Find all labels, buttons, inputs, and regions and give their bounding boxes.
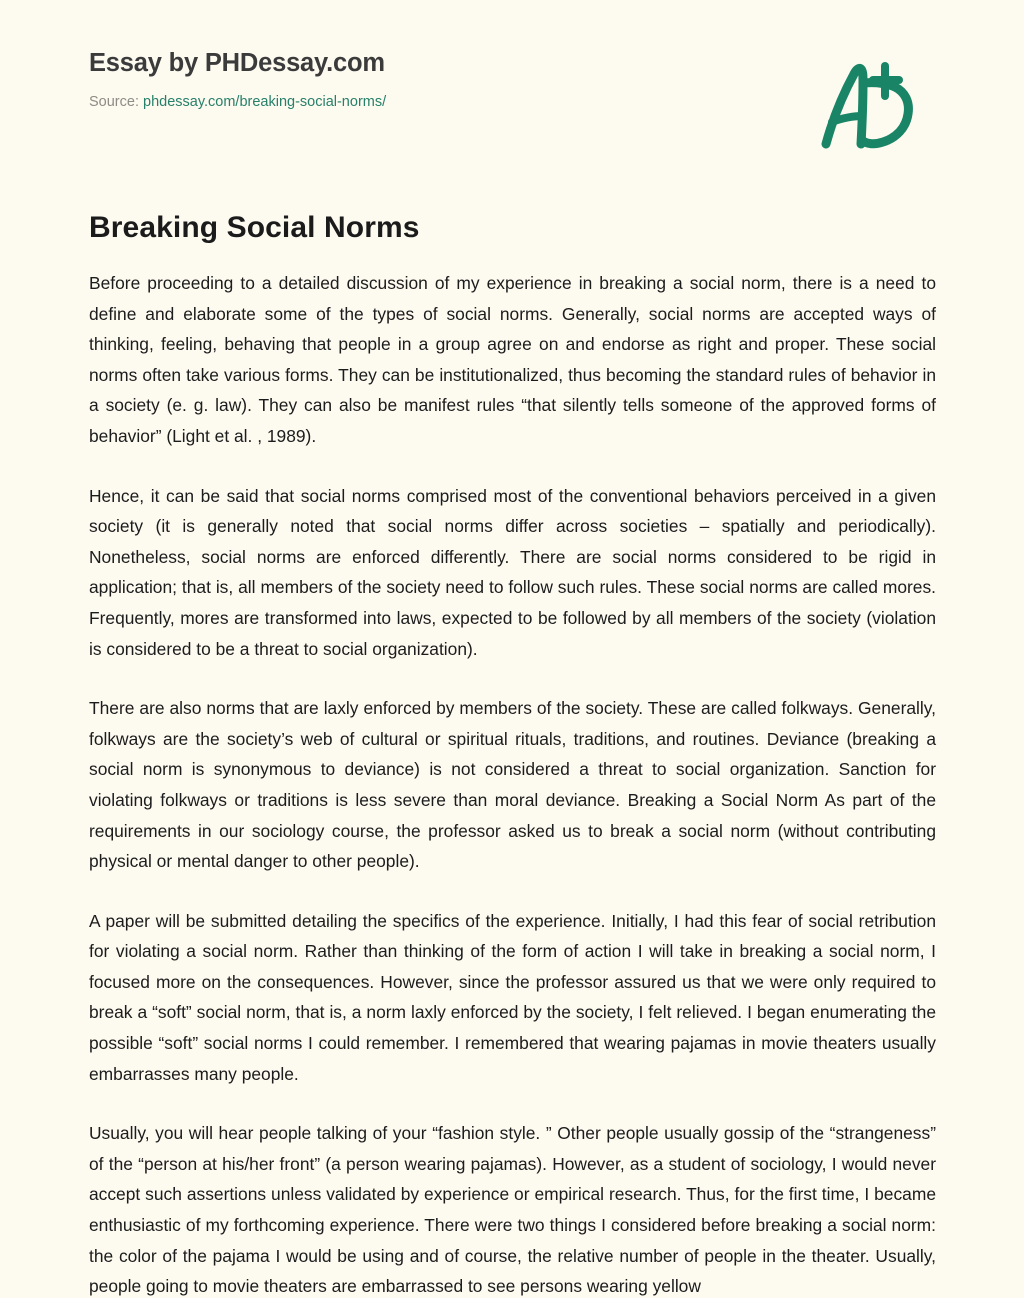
paragraph: Usually, you will hear people talking of your “fashion style. ” Other people usually gossip of the “strangeness” of the “person at his/her front” (a person wearing pajamas). However, as a student of sociology, I would never accept such assertions unless validated by experience or empirical research. Thus, for the first time, I became enthusiastic of my forthcoming experience. There were two things I considered before breaking a social norm: the color of the pajama I would be using and of course, the relative number of people in the theater. Usually, people going to movie theaters are embarrassed to see persons wearing yellow: [89, 1123, 936, 1297]
paragraph: Before proceeding to a detailed discussion of my experience in breaking a social norm, there is a need to define and elaborate some of the types of social norms. Generally, social norms are accepted ways of thinking, feeling, behaving that people in a group agree on and endorse as right and proper. These social norms often take various forms. They can be institutionalized, thus becoming the standard rules of behavior in a society (e. g. law). They can also be manifest rules “that silently tells someone of the approved forms of behavior” (Light et al. , 1989).: [89, 273, 936, 446]
paragraph: A paper will be submitted detailing the specifics of the experience. Initially, I had this fear of social retribution for violating a social norm. Rather than thinking of the form of action I will take in breaking a social norm, I focused more on the consequences. However, since the professor assured us that we were only required to break a “soft” social norm, that is, a norm laxly enforced by the society, I felt relieved. I began enumerating the possible “soft” social norms I could remember. I remembered that wearing pajamas in movie theaters usually embarrasses many people.: [89, 910, 936, 1084]
brand-block: [89, 48, 386, 111]
source-label: Source:: [89, 93, 139, 110]
page-title: Breaking Social Norms: [89, 211, 420, 245]
essay-body: [89, 268, 936, 1298]
page-header: [0, 0, 1024, 170]
paragraph: There are also norms that are laxly enforced by members of the society. These are called folkways. Generally, folkways are the society’s web of cultural or spiritual rituals, traditions, and routines. Deviance (breaking a social norm is synonymous to deviance) is not considered a threat to social organization. Sanction for violating folkways or traditions is less severe than moral deviance. Breaking a Social Norm As part of the requirements in our sociology course, the professor asked us to break a social norm (without contributing physical or mental danger to other people).: [89, 698, 936, 872]
paragraph: Hence, it can be said that social norms comprised most of the conventional behaviors perceived in a given society (it is generally noted that social norms differ across societies – spatially and periodically). Nonetheless, social norms are enforced differently. There are social norms considered to be rigid in application; that is, all members of the society need to follow such rules. These social norms are called mores. Frequently, mores are transformed into laws, expected to be followed by all members of the society (violation is considered to be a threat to social organization).: [89, 485, 936, 659]
a-plus-logo-icon: [806, 52, 926, 167]
source-url-link[interactable]: phdessay.com/breaking-social-norms/: [143, 93, 387, 110]
source-line: [89, 94, 386, 111]
brand-title: Essay by PHDessay.com: [89, 49, 385, 77]
